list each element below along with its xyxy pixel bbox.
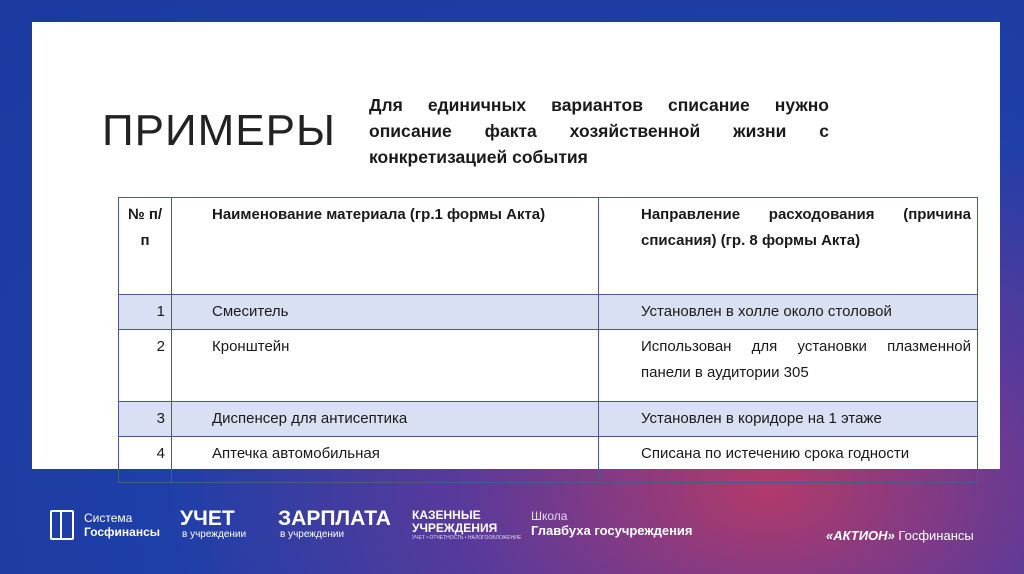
kaz-line1: КАЗЕННЫЕ <box>412 508 481 522</box>
gosfin-line1: Система <box>84 511 133 525</box>
row-material: Диспенсер для антисептика <box>172 402 599 437</box>
kaz-tagline: УЧЕТ • ОТЧЕТНОСТЬ • НАЛОГООБЛОЖЕНИЕ <box>412 535 522 541</box>
zarplata-title: ЗАРПЛАТА <box>278 507 391 530</box>
row-material: Аптечка автомобильная <box>172 437 599 483</box>
gosfinansy-logo <box>50 510 160 540</box>
row-num: 2 <box>119 330 172 402</box>
book-icon <box>50 510 74 540</box>
row-direction: Использован для установки плазменной панели в аудитории 305 <box>599 330 978 402</box>
aktion-brand: «АКТИОН» <box>826 528 895 543</box>
header-direction: Направление расходования (причина списания) (гр. 8 формы Акта) <box>599 198 978 295</box>
row-num: 1 <box>119 295 172 330</box>
header-material: Наименование материала (гр.1 формы Акта) <box>172 198 599 295</box>
aktion-sub: Госфинансы <box>898 528 974 543</box>
row-num: 4 <box>119 437 172 483</box>
table-row <box>119 402 978 437</box>
row-direction: Установлен в холле около столовой <box>599 295 978 330</box>
row-num: 3 <box>119 402 172 437</box>
table-row <box>119 295 978 330</box>
uchet-logo <box>180 508 246 540</box>
school-line2: Главбуха госучреждения <box>531 523 693 538</box>
table-header-row <box>119 198 978 295</box>
school-logo <box>531 509 693 538</box>
table-row <box>119 330 978 402</box>
table-row <box>119 437 978 483</box>
zarplata-logo <box>278 508 391 540</box>
uchet-title: УЧЕТ <box>180 507 235 530</box>
row-material: Смеситель <box>172 295 599 330</box>
slide-subtitle: Для единичных вариантов списание нужно описание факта хозяйственной жизни с конкретизацией события <box>369 95 829 167</box>
kaz-line2: УЧРЕЖДЕНИЯ <box>412 521 498 535</box>
kazennye-logo <box>412 509 521 541</box>
aktion-logo <box>826 528 974 543</box>
gosfin-line2: Госфинансы <box>84 525 161 539</box>
zarplata-sub: в учреждении <box>280 529 345 540</box>
write-off-table <box>118 197 978 483</box>
page-title: ПРИМЕРЫ <box>102 106 336 155</box>
slide-panel <box>32 22 1000 469</box>
footer-logos <box>0 490 1024 574</box>
school-line1: Школа <box>531 509 568 523</box>
uchet-sub: в учреждении <box>182 529 247 540</box>
row-direction: Установлен в коридоре на 1 этаже <box>599 402 978 437</box>
row-material: Кронштейн <box>172 330 599 402</box>
header-num: № п/п <box>119 198 172 295</box>
row-direction: Списана по истечению срока годности <box>599 437 978 483</box>
